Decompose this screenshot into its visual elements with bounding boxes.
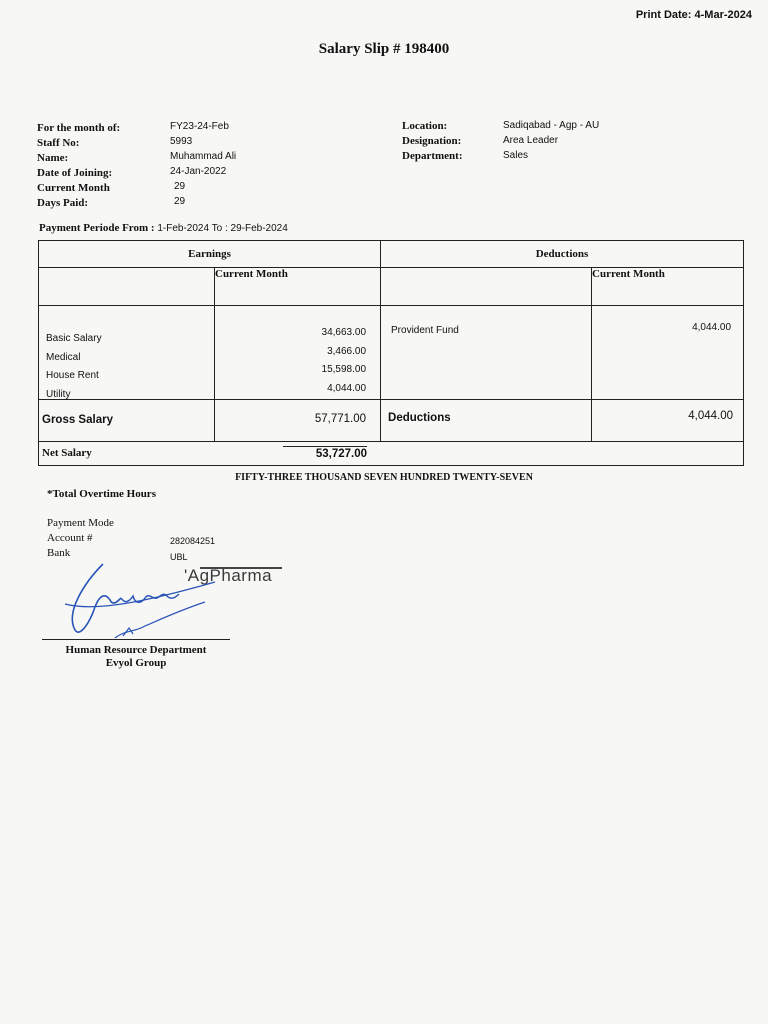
earning-name: Utility (46, 388, 71, 400)
stamp-text: AgPharma (187, 566, 273, 585)
period-label: Payment Periode From : (39, 222, 155, 234)
print-date: Print Date: 4-Mar-2024 (635, 9, 752, 21)
deductions-total-value: 4,044.00 (688, 410, 734, 422)
current-month-label: Current Month (37, 182, 110, 194)
deductions-total-label-cell (381, 400, 592, 442)
earnings-current-month-header: Current Month (215, 268, 381, 306)
footer (42, 644, 230, 670)
name-value: Muhammad Ali (170, 151, 237, 162)
payment-period (39, 222, 288, 234)
group-name: Evyol Group (105, 657, 167, 669)
current-month-value: 29 (174, 181, 186, 192)
gross-salary-label: Gross Salary (42, 414, 113, 426)
earnings-amounts-cell (215, 306, 381, 400)
staff-no-value: 5993 (170, 136, 193, 147)
department-label: Department: (402, 150, 463, 162)
earning-amount: 34,663.00 (321, 327, 367, 338)
deductions-amounts-cell (592, 306, 744, 400)
period-value: 1-Feb-2024 To : 29-Feb-2024 (157, 223, 288, 234)
deductions-name-header (381, 268, 592, 306)
net-salary-value: 53,727.00 (283, 446, 367, 460)
account-value: 282084251 (170, 536, 216, 546)
payment-mode-label: Payment Mode (47, 517, 114, 529)
earning-amount: 3,466.00 (327, 345, 367, 357)
earning-name: Basic Salary (46, 333, 102, 344)
location-label: Location: (402, 120, 448, 132)
earning-name: Medical (46, 351, 81, 363)
deductions-header: Deductions (381, 241, 744, 268)
deductions-total-value-cell (592, 400, 744, 442)
earning-amount: 15,598.00 (321, 364, 367, 375)
deductions-names-cell (381, 306, 592, 400)
earnings-name-header (39, 268, 215, 306)
deduction-amount: 4,044.00 (692, 322, 732, 333)
employee-info-right-values (503, 118, 599, 163)
gross-salary-value-cell (215, 400, 381, 442)
designation-label: Designation: (402, 135, 462, 147)
gross-salary-label-cell (39, 400, 215, 442)
amount-in-words: FIFTY-THREE THOUSAND SEVEN HUNDRED TWENTY-SEVEN (235, 472, 533, 483)
account-label: Account # (47, 532, 93, 544)
earning-name: House Rent (46, 370, 99, 381)
department-value: Sales (503, 150, 529, 161)
employee-info-left (37, 121, 120, 211)
doj-label: Date of Joining: (37, 167, 113, 179)
earnings-header: Earnings (39, 241, 381, 268)
deductions-total-label: Deductions (388, 412, 451, 424)
signature-stroke (72, 564, 121, 632)
employee-info-right (402, 119, 462, 164)
signature (55, 552, 265, 642)
staff-no-label: Staff No: (37, 137, 80, 149)
net-salary-label: Net Salary (42, 447, 92, 459)
days-paid-label: Days Paid: (37, 197, 89, 209)
earnings-names (46, 330, 102, 404)
bank-value: UBL (170, 552, 188, 562)
net-salary-row (39, 442, 744, 466)
overtime-label: *Total Overtime Hours (47, 488, 156, 500)
salary-table (38, 240, 744, 466)
earnings-amounts (322, 324, 367, 398)
earnings-names-cell (39, 306, 215, 400)
page-title: Salary Slip # 198400 (318, 41, 450, 57)
days-paid-value: 29 (174, 196, 186, 207)
gross-salary-value: 57,771.00 (314, 413, 367, 425)
location-value: Sadiqabad - Agp - AU (503, 120, 600, 131)
deduction-name: Provident Fund (391, 325, 459, 336)
designation-value: Area Leader (503, 135, 559, 146)
month-value: FY23-24-Feb (170, 121, 229, 132)
signature-stroke (115, 602, 205, 638)
company-stamp: 'AgPharma (184, 566, 273, 585)
doj-value: 24-Jan-2022 (170, 166, 227, 177)
signature-line (42, 639, 230, 640)
month-label: For the month of: (37, 122, 121, 134)
deductions-current-month-header: Current Month (592, 268, 744, 306)
name-label: Name: (37, 152, 69, 164)
signature-stroke (65, 582, 215, 607)
bank-label: Bank (47, 547, 71, 559)
employee-info-values (170, 119, 236, 209)
earning-amount: 4,044.00 (327, 382, 367, 394)
hr-department: Human Resource Department (65, 644, 207, 656)
